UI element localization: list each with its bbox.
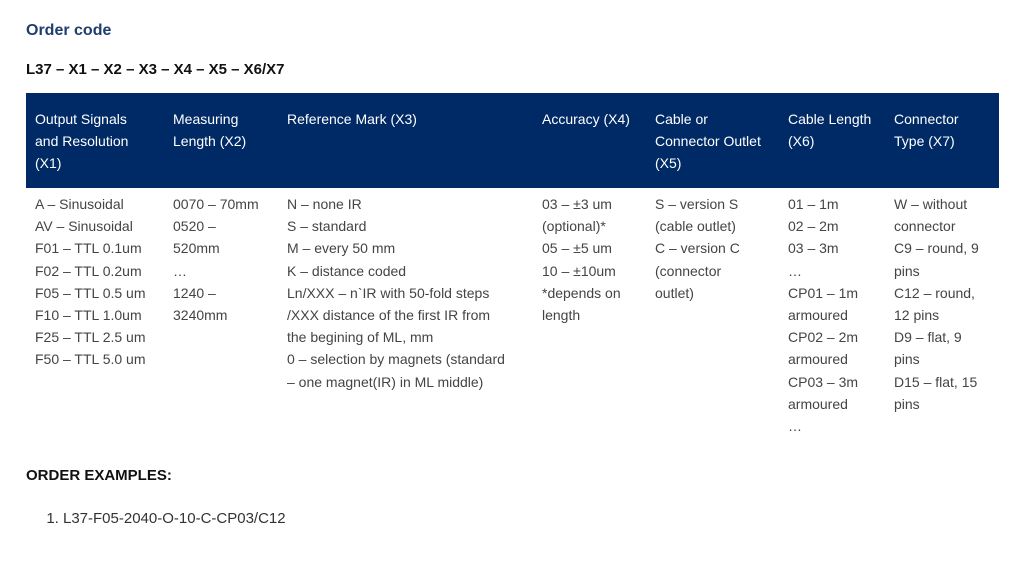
header-cable-length: Cable Length (X6) — [779, 93, 885, 188]
header-output-signals: Output Signals and Resolution (X1) — [26, 93, 164, 188]
header-accuracy: Accuracy (X4) — [533, 93, 646, 188]
cell-connector-type: W – without connector C9 – round, 9 pins C12 – round, 12 pins D9 – flat, 9 pins D15 – flat, 15 pins — [894, 196, 979, 412]
order-examples-list — [26, 509, 286, 529]
header-measuring-length: Measuring Length (X2) — [164, 93, 278, 188]
cell-cable-outlet: S – version S (cable outlet) C – version C (connector outlet) — [655, 196, 740, 301]
order-examples-title: ORDER EXAMPLES: — [26, 467, 172, 484]
table-row — [26, 188, 999, 445]
cell-output-signals: A – Sinusoidal AV – Sinusoidal F01 – TTL 0.1um F02 – TTL 0.2um F05 – TTL 0.5 um F10 – TTL 1.0um F25 – TTL 2.5 um F50 – TTL 5.0 um — [35, 196, 146, 368]
header-connector-type: Connector Type (X7) — [885, 93, 999, 188]
cell-cable-length: 01 – 1m 02 – 2m 03 – 3m … CP01 – 1m armoured CP02 – 2m armoured CP03 – 3m armoured … — [788, 196, 859, 435]
header-cable-outlet: Cable or Connector Outlet (X5) — [646, 93, 779, 188]
order-code-title: Order code — [26, 22, 112, 39]
cell-measuring-length: 0070 – 70mm 0520 – 520mm … 1240 – 3240mm — [173, 196, 259, 324]
cell-accuracy: 03 – ±3 um (optional)* 05 – ±5 um 10 – ±10um *depends on length — [542, 196, 621, 324]
cell-reference-mark: N – none IR S – standard M – every 50 mm K – distance coded Ln/XXX – n`IR with 50-fold steps /XXX distance of the first IR from the begining of ML, mm 0 – selection by magnets (standard – one magnet(IR) in ML middle) — [287, 196, 505, 390]
order-code-formula: L37 – X1 – X2 – X3 – X4 – X5 – X6/X7 — [26, 61, 285, 78]
table-header-row — [26, 93, 999, 188]
order-code-section — [26, 20, 999, 445]
header-reference-mark: Reference Mark (X3) — [278, 93, 533, 188]
list-item: 1. L37-F05-2040-O-10-C-CP03/C12 — [63, 509, 286, 529]
order-code-table — [26, 93, 999, 445]
